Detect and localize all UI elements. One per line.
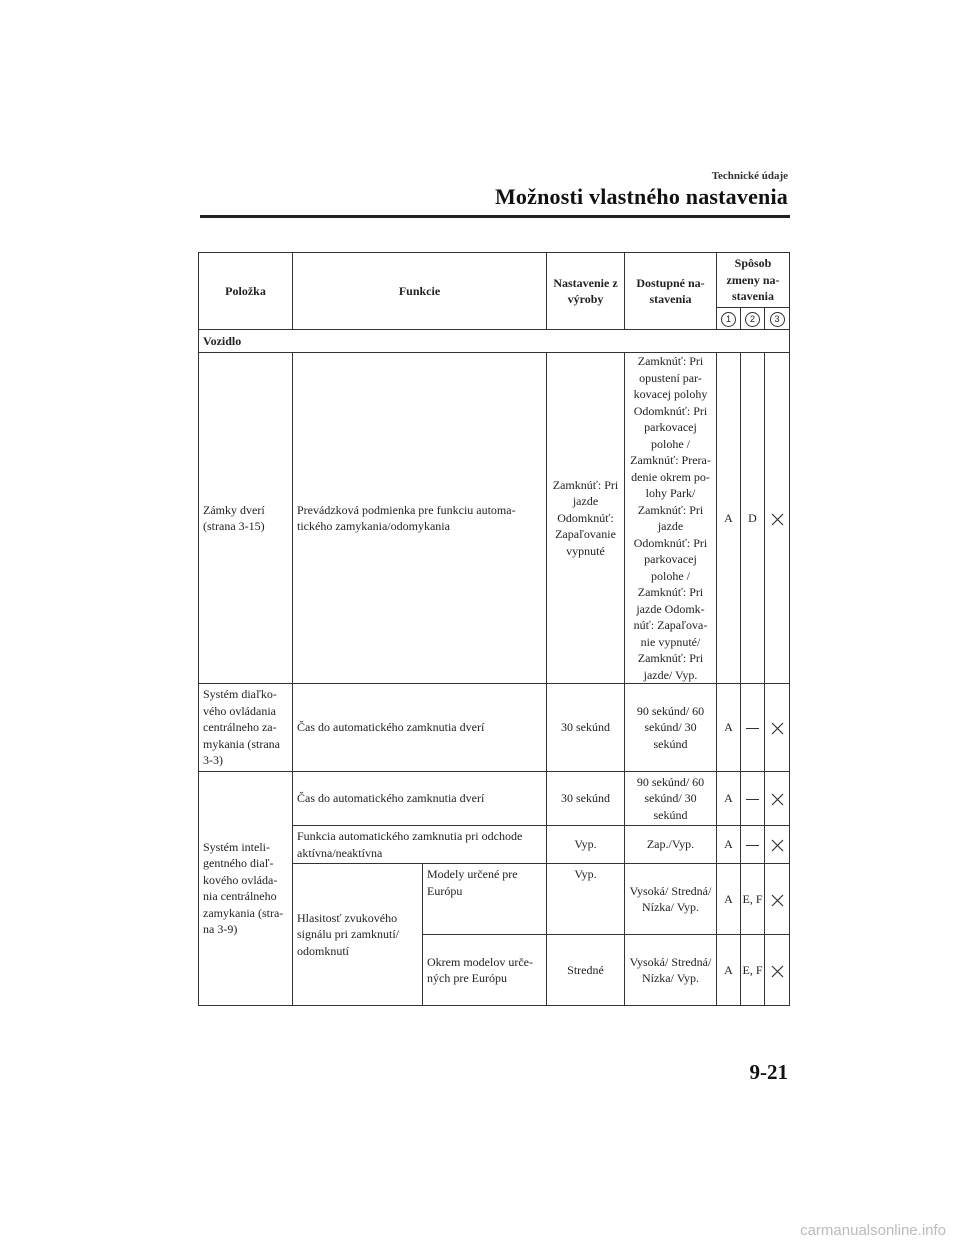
- model-cell: Modely určené pre Európu: [423, 864, 547, 935]
- method-1-value: A: [717, 353, 741, 684]
- method-3-header: [765, 308, 790, 330]
- cross-icon: [771, 894, 784, 907]
- col-header-item: Položka: [199, 253, 293, 330]
- method-1-header: [717, 308, 741, 330]
- table-row: [199, 771, 790, 826]
- method-2-header: [741, 308, 765, 330]
- title-rule: [200, 215, 790, 218]
- method-3-value: [765, 771, 790, 826]
- method-1-value: A: [717, 771, 741, 826]
- dash-icon: [746, 728, 759, 729]
- method-1-value: A: [717, 864, 741, 935]
- available-settings: Zamknúť: Pri opustení par-kovacej polohy Odomknúť: Pri parkovacej polohe / Zamknúť: Prera-denie okrem po-lohy Park/ Zamknúť: Pri jazde Odomknúť: Pri parkovacej polohe / Zamknúť: Pri jazde Odomk-núť: Zapaľova-nie vypnuté/ Zamknúť: Pri jazde/ Vyp.: [625, 353, 717, 684]
- page-number: 9-21: [749, 1060, 788, 1084]
- model-cell: Okrem modelov urče-ných pre Európu: [423, 935, 547, 1006]
- function-cell: Funkcia automatického zamknutia pri odchode aktívna/neaktívna: [293, 826, 547, 864]
- col-header-factory: Nastavenie z výroby: [547, 253, 625, 330]
- available-settings: 90 sekúnd/ 60 sekúnd/ 30 sekúnd: [625, 684, 717, 772]
- method-1-value: A: [717, 684, 741, 772]
- available-settings: Zap./Vyp.: [625, 826, 717, 864]
- page-title: Možnosti vlastného nastavenia: [494, 184, 788, 209]
- method-1-value: A: [717, 935, 741, 1006]
- customization-table: [198, 252, 790, 1006]
- function-cell: Čas do automatického zamknutia dverí: [293, 684, 547, 772]
- col-header-available: Dostupné na-stavenia: [625, 253, 717, 330]
- function-cell: Prevádzková podmienka pre funkciu automa-tického zamykania/odomykania: [293, 353, 547, 684]
- method-2-value: E, F: [741, 935, 765, 1006]
- circled-1-icon: 1: [721, 312, 736, 327]
- factory-setting: Vyp.: [547, 864, 625, 935]
- cross-icon: [771, 722, 784, 735]
- method-2-value: [741, 684, 765, 772]
- item-smart-keyless: Systém inteli-gentného diaľ-kového ovláda-nia centrálneho zamykania (stra-na 3-9): [199, 771, 293, 1006]
- section-row-vehicle: Vozidlo: [199, 330, 790, 353]
- method-1-value: A: [717, 826, 741, 864]
- factory-setting: 30 sekúnd: [547, 684, 625, 772]
- cross-icon: [771, 965, 784, 978]
- circled-2-icon: 2: [745, 312, 760, 327]
- function-cell: Hlasitosť zvukového signálu pri zamknutí/ odomknutí: [293, 864, 423, 1006]
- factory-setting: Zamknúť: Pri jazde Odomknúť: Zapaľovanie vypnuté: [547, 353, 625, 684]
- factory-setting: Stredné: [547, 935, 625, 1006]
- cross-icon: [771, 513, 784, 526]
- table-row: [199, 353, 790, 684]
- dash-icon: [746, 799, 759, 800]
- method-2-value: [741, 826, 765, 864]
- method-3-value: [765, 935, 790, 1006]
- method-2-value: D: [741, 353, 765, 684]
- col-header-method: Spôsob zmeny na-stavenia: [717, 253, 790, 308]
- method-3-value: [765, 826, 790, 864]
- item-door-locks: Zámky dverí (strana 3-15): [199, 353, 293, 684]
- table-row: [199, 684, 790, 772]
- dash-icon: [746, 845, 759, 846]
- cross-icon: [771, 793, 784, 806]
- watermark: carmanualsonline.info: [800, 1222, 946, 1239]
- factory-setting: 30 sekúnd: [547, 771, 625, 826]
- function-cell: Čas do automatického zamknutia dverí: [293, 771, 547, 826]
- section-label: Technické údaje: [711, 170, 788, 182]
- available-settings: 90 sekúnd/ 60 sekúnd/ 30 sekúnd: [625, 771, 717, 826]
- method-2-value: E, F: [741, 864, 765, 935]
- available-settings: Vysoká/ Stredná/ Nízka/ Vyp.: [625, 864, 717, 935]
- factory-setting: Vyp.: [547, 826, 625, 864]
- method-3-value: [765, 684, 790, 772]
- method-2-value: [741, 771, 765, 826]
- method-3-value: [765, 353, 790, 684]
- method-3-value: [765, 864, 790, 935]
- cross-icon: [771, 839, 784, 852]
- item-remote-keyless: Systém diaľko-vého ovládania centrálneho za-mykania (strana 3-3): [199, 684, 293, 772]
- available-settings: Vysoká/ Stredná/ Nízka/ Vyp.: [625, 935, 717, 1006]
- circled-3-icon: 3: [770, 312, 785, 327]
- col-header-function: Funkcie: [293, 253, 547, 330]
